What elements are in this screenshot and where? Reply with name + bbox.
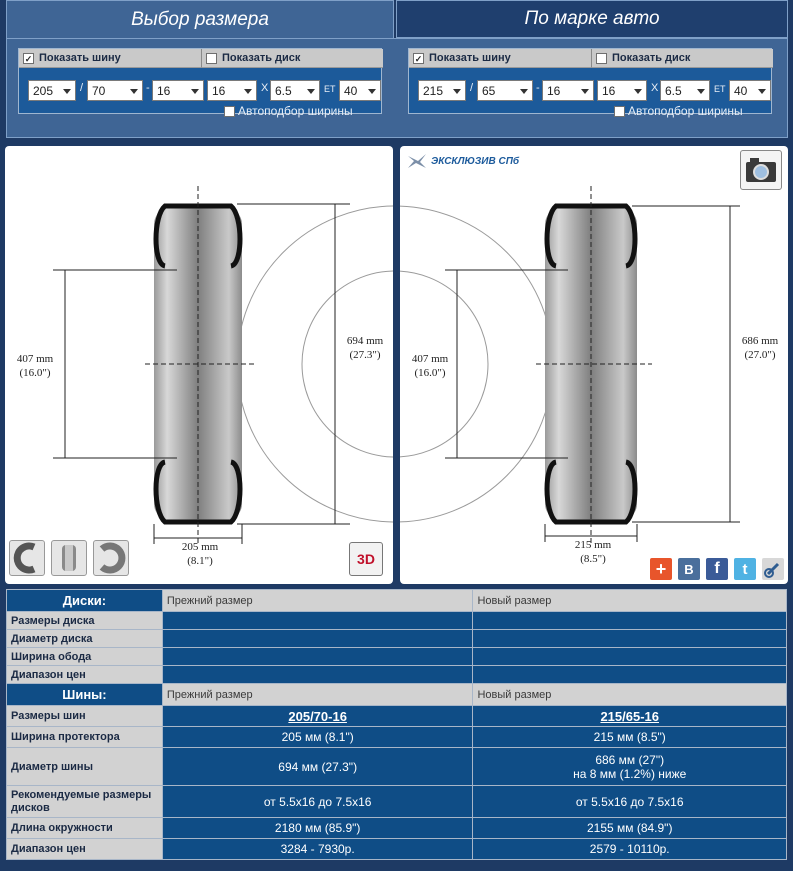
et-select[interactable] — [339, 80, 381, 101]
chevron-down-icon — [63, 89, 71, 94]
disk-diameter-select[interactable] — [207, 80, 257, 101]
auto-width-checkbox[interactable] — [224, 106, 235, 117]
tire-diameter-mm: 686 mm — [741, 335, 779, 347]
rim-circle — [302, 271, 393, 457]
rim-diameter-mm: 407 mm — [16, 353, 54, 365]
old-value: 694 мм (27.3") — [162, 748, 473, 786]
rim-diameter-in: (16.0") — [19, 367, 51, 379]
new-tire-size-link[interactable]: 215/65-16 — [473, 706, 787, 727]
new-value — [473, 630, 787, 648]
row-label: Диаметр шины — [7, 748, 163, 786]
row-label: Размеры диска — [7, 612, 163, 630]
tab-by-car[interactable] — [396, 0, 788, 38]
disk-width-select[interactable] — [270, 80, 320, 101]
row-label: Ширина обода — [7, 648, 163, 666]
disk-diameter-value: 16 — [212, 83, 226, 98]
old-value: 3284 - 7930р. — [162, 839, 473, 860]
show-tire-label: Показать шину — [39, 52, 121, 64]
tire-diameter-in: (27.3") — [349, 349, 381, 361]
old-value: от 5.5x16 до 7.5x16 — [162, 786, 473, 818]
table-row — [7, 748, 787, 786]
tire-diameter-mm: 694 mm — [346, 335, 384, 347]
chevron-down-icon — [758, 89, 766, 94]
table-row — [7, 786, 787, 818]
disk-width-value: 6.5 — [665, 83, 682, 98]
share-facebook-icon[interactable] — [706, 558, 728, 580]
old-value — [162, 630, 473, 648]
old-value: 2180 мм (85.9") — [162, 818, 473, 839]
show-disk-toggle[interactable] — [202, 49, 383, 68]
chevron-down-icon — [244, 89, 252, 94]
table-row — [7, 630, 787, 648]
old-size-header: Прежний размер — [162, 590, 473, 612]
comparison-table — [6, 589, 787, 860]
tire-diameter-select[interactable] — [152, 80, 204, 101]
row-label: Диаметр диска — [7, 630, 163, 648]
show-tire-checkbox[interactable]: ✓ — [24, 53, 33, 64]
new-size-selector — [408, 48, 772, 118]
tire-diameter-value: 16 — [547, 83, 561, 98]
disk-width-select[interactable] — [660, 80, 710, 101]
show-tire-label: Показать шину — [429, 52, 511, 64]
show-disk-checkbox[interactable] — [596, 53, 607, 64]
outer-diameter-circle — [237, 206, 393, 522]
chevron-down-icon — [581, 89, 589, 94]
old-tire-drawing — [5, 146, 393, 584]
row-label: Ширина протектора — [7, 727, 163, 748]
tire-width-mm: 205 mm — [181, 541, 219, 553]
share-plus-icon[interactable] — [650, 558, 672, 580]
new-value — [473, 612, 787, 630]
table-row — [7, 612, 787, 630]
share-plus-label: + — [655, 558, 667, 579]
3d-badge-label: 3D — [357, 551, 375, 567]
rim-diameter-in: (16.0") — [414, 367, 446, 379]
tire-diameter-value: 16 — [157, 83, 171, 98]
chevron-down-icon — [307, 89, 315, 94]
size-separator: - — [146, 82, 150, 94]
old-size-selector — [18, 48, 382, 118]
row-label-line: дисков — [11, 801, 50, 814]
show-tire-toggle[interactable] — [19, 49, 202, 68]
row-label: Диапазон цен — [7, 839, 163, 860]
disks-header: Диски: — [7, 590, 163, 612]
screenshot-button[interactable] — [740, 150, 782, 190]
size-separator: / — [470, 82, 474, 94]
tires-header-row — [7, 684, 787, 706]
auto-width-toggle[interactable] — [224, 104, 353, 118]
et-value: 40 — [344, 83, 358, 98]
tire-diameter-select[interactable] — [542, 80, 594, 101]
share-link-icon[interactable] — [762, 558, 784, 580]
row-label: Размеры шин — [7, 706, 163, 727]
rim-diameter-mm: 407 mm — [411, 353, 449, 365]
new-value: 2155 мм (84.9") — [473, 818, 787, 839]
disk-diameter-select[interactable] — [597, 80, 647, 101]
tire-side-view-icon[interactable] — [9, 540, 45, 576]
tire-width-in: (8.1") — [187, 555, 213, 567]
tab-size-select-label: Выбор размера — [131, 8, 269, 30]
tires-header: Шины: — [7, 684, 163, 706]
brand-logo-text: ЭКСКЛЮЗИВ СПб — [431, 155, 520, 167]
disk-view-icon[interactable] — [51, 540, 87, 576]
tire-profile-select[interactable] — [87, 80, 143, 101]
tire-profile-select[interactable] — [477, 80, 533, 101]
disk-x-label: X — [651, 82, 659, 94]
row-label: Длина окружности — [7, 818, 163, 839]
old-value — [162, 648, 473, 666]
share-twitter-icon[interactable] — [734, 558, 756, 580]
size-separator: / — [80, 82, 84, 94]
tire-width-value: 215 — [423, 83, 444, 98]
row-label: Диапазон цен — [7, 666, 163, 684]
chevron-down-icon — [453, 89, 461, 94]
new-size-header: Новый размер — [473, 590, 787, 612]
show-disk-label: Показать диск — [612, 52, 691, 64]
tire-width-mm: 215 mm — [574, 539, 612, 551]
share-vk-icon[interactable] — [678, 558, 700, 580]
new-value: от 5.5x16 до 7.5x16 — [473, 786, 787, 818]
tire-width-select[interactable] — [418, 80, 466, 101]
brand-logo-icon — [406, 152, 428, 170]
new-tire-svg — [400, 146, 788, 584]
chevron-down-icon — [634, 89, 642, 94]
show-tire-toggle[interactable] — [409, 49, 592, 68]
brand-logo — [406, 152, 519, 170]
chevron-down-icon — [130, 89, 138, 94]
tire-width-value: 205 — [33, 83, 54, 98]
table-row — [7, 839, 787, 860]
new-value: 215 мм (8.5") — [473, 727, 787, 748]
share-twitter-label: t — [742, 560, 748, 578]
wheel-view-icon[interactable] — [93, 540, 129, 576]
new-size-header: Новый размер — [473, 684, 787, 706]
new-value: 2579 - 10110р. — [473, 839, 787, 860]
old-value: 205 мм (8.1") — [162, 727, 473, 748]
show-disk-toggle[interactable] — [592, 49, 773, 68]
show-disk-checkbox[interactable] — [206, 53, 217, 64]
old-tire-svg — [5, 146, 393, 584]
row-label-line: Рекомендуемые размеры — [11, 788, 152, 801]
size-settings-panel — [6, 38, 788, 138]
et-value: 40 — [734, 83, 748, 98]
new-diameter-value: 686 мм (27") — [595, 752, 665, 767]
table-row — [7, 818, 787, 839]
old-size-header: Прежний размер — [162, 684, 473, 706]
tab-bar — [0, 0, 793, 38]
tire-profile-value: 65 — [482, 83, 496, 98]
auto-width-checkbox[interactable] — [614, 106, 625, 117]
share-vk-label: B — [684, 561, 694, 577]
new-tire-drawing — [400, 146, 788, 584]
chevron-down-icon — [697, 89, 705, 94]
share-facebook-label: f — [714, 560, 720, 577]
row-label — [7, 786, 163, 818]
et-label: ET — [324, 84, 336, 94]
chevron-down-icon — [191, 89, 199, 94]
camera-icon — [741, 151, 781, 189]
show-disk-label: Показать диск — [222, 52, 301, 64]
table-row — [7, 727, 787, 748]
tab-by-car-label: По марке авто — [524, 8, 660, 29]
chevron-down-icon — [520, 89, 528, 94]
disk-x-label: X — [261, 82, 269, 94]
old-tire-size-link[interactable]: 205/70-16 — [162, 706, 473, 727]
new-value — [473, 748, 787, 786]
new-diameter-diff: на 8 мм (1.2%) ниже — [573, 766, 687, 781]
tire-width-in: (8.5") — [580, 553, 606, 565]
tire-profile-value: 70 — [92, 83, 106, 98]
new-value — [473, 648, 787, 666]
disks-header-row — [7, 590, 787, 612]
size-separator: - — [536, 82, 540, 94]
auto-width-toggle[interactable] — [614, 104, 743, 118]
chevron-down-icon — [368, 89, 376, 94]
tire-width-select[interactable] — [28, 80, 76, 101]
tire-diameter-in: (27.0") — [744, 349, 776, 361]
et-select[interactable] — [729, 80, 771, 101]
table-row — [7, 666, 787, 684]
old-value — [162, 612, 473, 630]
auto-width-label: Автоподбор ширины — [628, 104, 743, 118]
disk-width-value: 6.5 — [275, 83, 292, 98]
3d-view-button[interactable] — [349, 542, 383, 576]
old-value — [162, 666, 473, 684]
show-tire-checkbox[interactable]: ✓ — [414, 53, 423, 64]
new-value — [473, 666, 787, 684]
auto-width-label: Автоподбор ширины — [238, 104, 353, 118]
et-label: ET — [714, 84, 726, 94]
tab-size-select[interactable] — [6, 0, 394, 38]
table-row — [7, 648, 787, 666]
disk-diameter-value: 16 — [602, 83, 616, 98]
table-row — [7, 706, 787, 727]
